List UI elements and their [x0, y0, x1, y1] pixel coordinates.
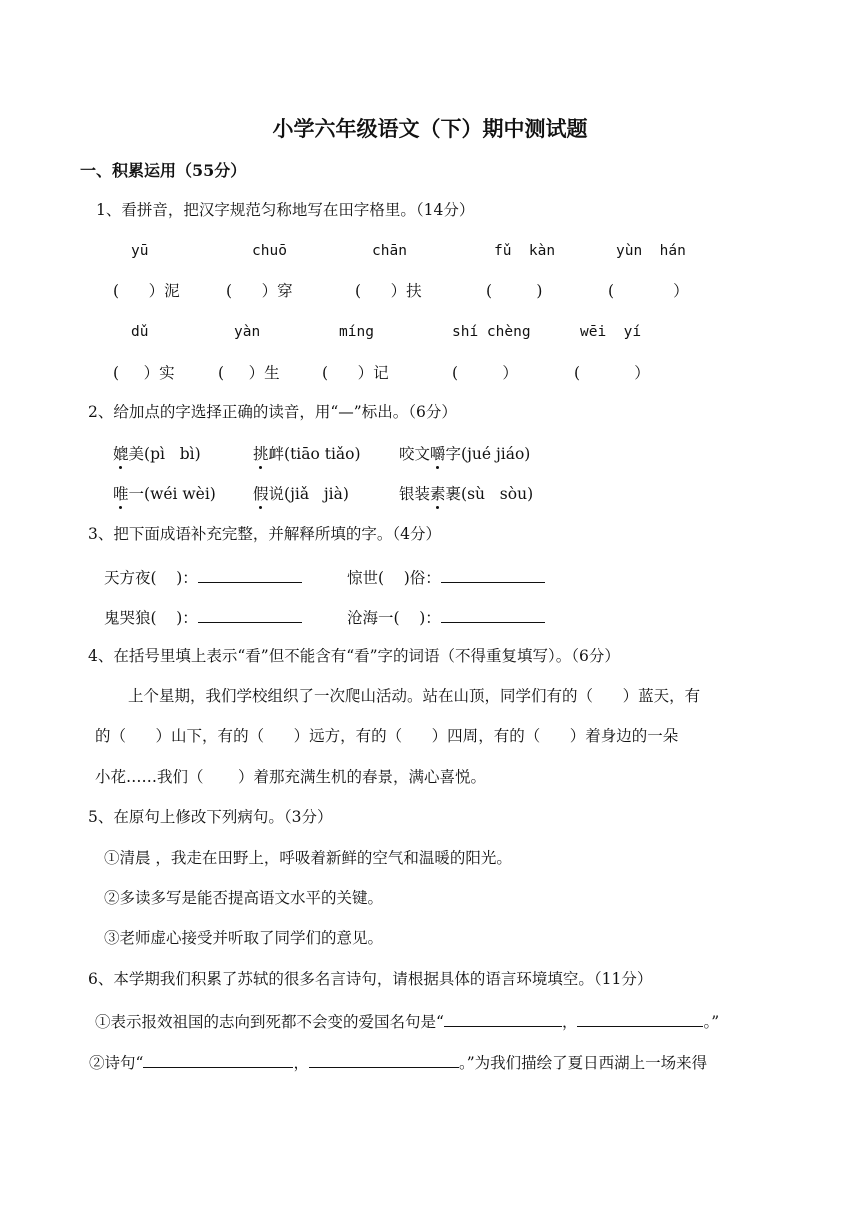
- pinyin-item: míng: [339, 324, 374, 340]
- answer-box[interactable]: ( ）实: [113, 364, 175, 382]
- pinyin-item: yàn: [234, 324, 261, 340]
- passage-line: 小花……我们（ ）着那充满生机的春景，满心喜悦。: [95, 768, 486, 786]
- answer-box[interactable]: ( ): [486, 282, 543, 300]
- passage-line: 的（ ）山下，有的（ ）远方，有的（ ）四周，有的（ ）着身边的一朵: [95, 727, 679, 745]
- sentence-item: ③老师虚心接受并听取了同学们的意见。: [104, 929, 384, 947]
- question-2-prompt: 2、给加点的字选择正确的读音，用“—”标出。（6分）: [88, 403, 457, 421]
- answer-box[interactable]: ( ）: [574, 364, 650, 382]
- idiom-item[interactable]: 惊世( )俗：: [347, 568, 545, 587]
- sentence-item: ①清晨 ，我走在田野上，呼吸着新鲜的空气和温暖的阳光。: [104, 849, 512, 867]
- answer-box[interactable]: ( ）扶: [355, 282, 422, 300]
- question-6-prompt: 6、本学期我们积累了苏轼的很多名言诗句，请根据具体的语言环境填空。（11分）: [88, 970, 653, 988]
- page-title: 小学六年级语文（下）期中测试题: [272, 116, 588, 141]
- sentence-item: ②多读多写是能否提高语文水平的关键。: [104, 889, 384, 907]
- answer-box[interactable]: ( ）生: [218, 364, 280, 382]
- pronunciation-item[interactable]: 唯一(wéi wèi): [113, 485, 216, 503]
- answer-box[interactable]: ( ）穿: [226, 282, 293, 300]
- question-3-prompt: 3、把下面成语补充完整，并解释所填的字。（4分）: [88, 525, 441, 543]
- pronunciation-item[interactable]: 假说(jiǎ jià): [253, 485, 349, 503]
- pronunciation-item[interactable]: 咬文嚼字(jué jiáo): [399, 445, 531, 463]
- pronunciation-item[interactable]: 银装素裹(sù sòu): [399, 485, 534, 503]
- pinyin-item: dǔ: [131, 324, 149, 340]
- answer-box[interactable]: ( ）: [452, 364, 518, 382]
- pinyin-item: yū: [131, 243, 149, 259]
- idiom-item[interactable]: 鬼哭狼( )：: [104, 608, 302, 627]
- idiom-item[interactable]: 沧海一( )：: [347, 608, 545, 627]
- answer-box[interactable]: ( ）记: [322, 364, 389, 382]
- question-1-prompt: 1、看拼音，把汉字规范匀称地写在田字格里。（14分）: [96, 201, 475, 219]
- question-5-prompt: 5、在原句上修改下列病句。（3分）: [88, 808, 333, 826]
- pinyin-item: yùn hán: [616, 243, 686, 259]
- section-heading: 一、积累运用（55分）: [80, 161, 247, 180]
- idiom-item[interactable]: 天方夜( )：: [104, 568, 302, 587]
- pinyin-item: fǔ kàn: [494, 243, 556, 259]
- pronunciation-item[interactable]: 媲美(pì bì): [113, 445, 201, 463]
- answer-box[interactable]: ( ）泥: [113, 282, 180, 300]
- poem-fill-line[interactable]: ②诗句“ ， 。”为我们描绘了夏日西湖上一场来得: [89, 1054, 708, 1072]
- question-4-prompt: 4、在括号里填上表示“看”但不能含有“看”字的词语（不得重复填写）。（6分）: [88, 647, 620, 665]
- pinyin-item: chān: [372, 243, 407, 259]
- pinyin-item: chuō: [252, 243, 287, 259]
- poem-fill-line[interactable]: ①表示报效祖国的志向到死都不会变的爱国名句是“ ， 。”: [95, 1013, 720, 1031]
- pinyin-item: shí chèng: [452, 324, 531, 340]
- pinyin-item: wēi yí: [580, 324, 642, 340]
- answer-box[interactable]: ( ）: [608, 282, 689, 300]
- passage-line: 上个星期，我们学校组织了一次爬山活动。站在山顶，同学们有的（ ）蓝天，有: [128, 687, 701, 705]
- pronunciation-item[interactable]: 挑衅(tiāo tiǎo): [253, 445, 361, 463]
